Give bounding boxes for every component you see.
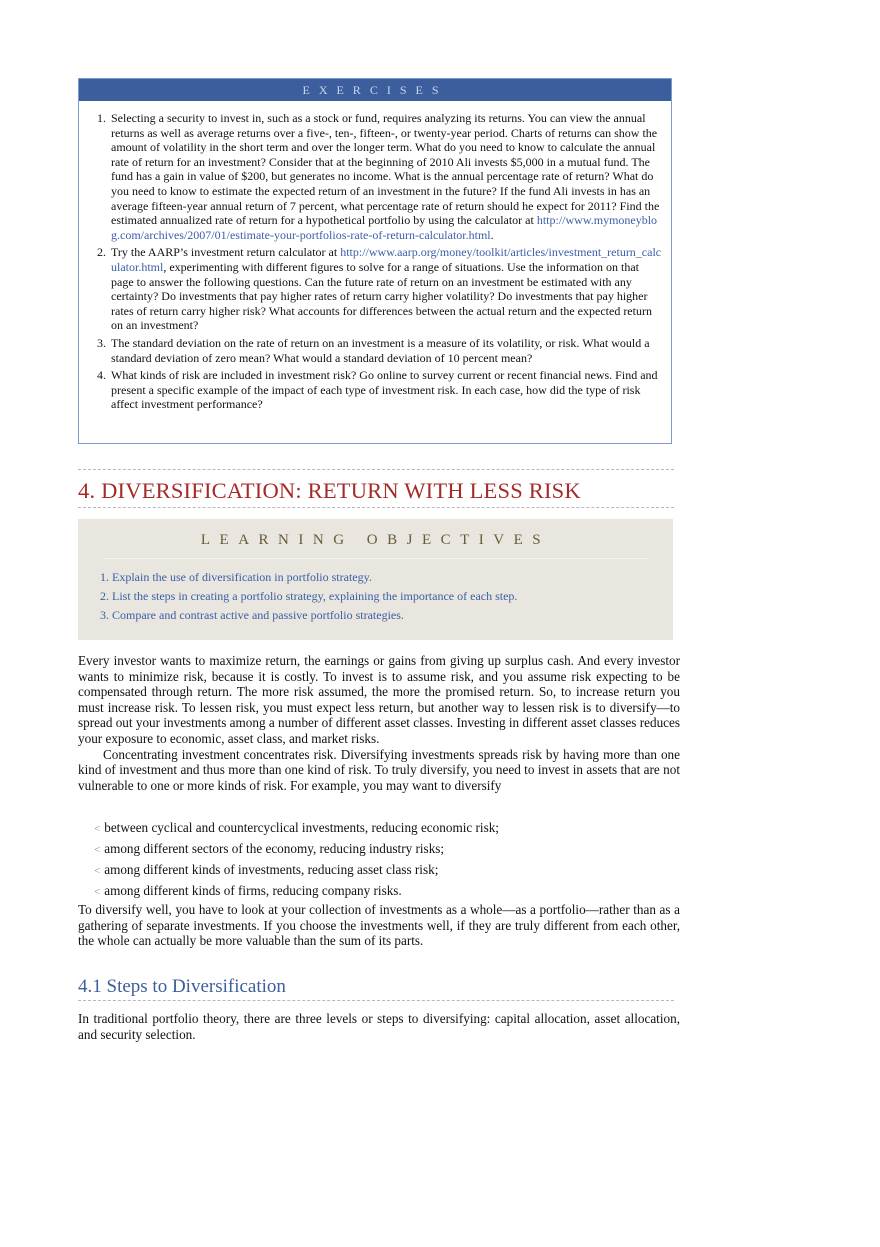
exercise-text: What kinds of risk are included in investment risk? Go online to survey current or recent financial news. Find and present a specific example of the impact of each type of investment risk. In each case, how did the type of risk affect investment performance? <box>111 368 658 412</box>
exercises-heading: EXERCISES <box>79 79 671 101</box>
learning-objectives-list <box>78 568 673 625</box>
exercise-number: 2. <box>97 245 106 260</box>
exercise-item: 1. Selecting a security to invest in, such as a stock or fund, requires analyzing its returns. You can view the annual returns as well as average returns over a five-, ten-, fifteen-, or twenty-year period. Charts of returns can show the amount of volatility in the short term and over the longer term. What do you need to know to calculate the annual rate of return for an investment? Consider that at the beginning of 2010 Ali invests $5,000 in a mutual fund. The fund has a gain in value of $200, but generates no income. What is the annual percentage rate of return? What do you need to know to estimate the expected return of an investment in the future? If the fund Ali invests in has an average fifteen-year annual return of 7 percent, what percentage rate of return should he expect for 2011? Find the estimated annualized rate of return for a hypothetical portfolio by using the calculator at http://www.mymoneyblog.com/archives/2007/01/estimate-your-portfolios-rate-of-return-calculator.html. <box>97 111 660 242</box>
paragraph: Concentrating investment concentrates risk. Diversifying investments spreads risk by having more than one kind of investment and thus more than one kind of risk. To truly diversify, you need to invest in assets that are not vulnerable to one or more kinds of risk. For example, you may want to diversify <box>78 746 680 793</box>
exercise-link[interactable]: http://www.mymoneyblog.com/archives/2007/01/estimate-your-portfolios-rate-of-return-calculator.html <box>111 213 658 242</box>
learning-objective-item: 1. Explain the use of diversification in portfolio strategy. <box>100 570 372 584</box>
subsection-rule <box>78 1000 674 1001</box>
bullet-list <box>94 818 499 902</box>
paragraph: In traditional portfolio theory, there are three levels or steps to diversifying: capital allocation, asset allocation, and security selection. <box>78 1011 680 1042</box>
learning-objective-item: 3. Compare and contrast active and passive portfolio strategies. <box>100 608 404 622</box>
bullet-marker: < <box>94 844 101 856</box>
list-item: < between cyclical and countercyclical investments, reducing economic risk; <box>94 820 499 835</box>
exercise-text: Try the AARP’s investment return calculator at <box>111 245 341 260</box>
list-item: < among different kinds of investments, reducing asset class risk; <box>94 862 439 877</box>
bullet-marker: < <box>94 886 101 898</box>
exercise-number: 1. <box>97 111 106 125</box>
list-item: < among different kinds of firms, reducing company risks. <box>94 883 402 898</box>
paragraph: To diversify well, you have to look at your collection of investments as a whole—as a portfolio—rather than as a gathering of separate investments. If you choose the investments well, if they are truly different from each other, the whole can actually be more valuable than the sum of its parts. <box>78 902 680 949</box>
bullet-marker: < <box>94 823 101 835</box>
exercises-list <box>79 111 671 412</box>
section-rule-top <box>78 469 674 470</box>
exercise-item: 2. Try the AARP’s investment return calculator at http://www.aarp.org/money/toolkit/articles/investment_return_calculator.html, experimenting with different figures to solve for a range of situations. Use the information on that page to answer the following questions. Can the future rate of return on an investment be estimated with any certainty? Do investments that pay higher rates of return carry higher volatility? Do investments that pay higher rates of return carry higher risk? What accounts for differences between the actual return and the expected return on an investment? <box>97 245 662 333</box>
section-title: 4. DIVERSIFICATION: RETURN WITH LESS RISK <box>78 478 581 503</box>
body-text <box>78 1011 680 1042</box>
section-rule-bottom <box>78 507 674 508</box>
subsection-title: 4.1 Steps to Diversification <box>78 976 286 997</box>
exercise-number: 4. <box>97 368 106 383</box>
exercise-link[interactable]: http://www.aarp.org/money/toolkit/articles/investment_return_calculator.html <box>111 245 662 274</box>
paragraph: Every investor wants to maximize return, the earnings or gains from giving up surplus cash. And every investor wants to minimize risk, because it is costly. To invest is to assume risk, and you assume risk expecting to be compensated through return. The more risk assumed, the more the promised return. So, to increase return you must increase risk. To lessen risk, you must expect less return, but another way to lessen risk is to diversify—to spread out your investments among a number of different asset classes. Investing in different asset classes reduces your exposure to economic, asset class, and market risks. <box>78 653 680 746</box>
exercise-text: The standard deviation on the rate of return on an investment is a measure of its volatility, or risk. What would a standard deviation of zero mean? What would a standard deviation of 10 percent mean? <box>111 335 650 365</box>
body-text <box>78 653 680 793</box>
bullet-marker: < <box>94 865 101 877</box>
exercise-item <box>97 368 663 412</box>
learning-objectives-heading: LEARNING OBJECTIVES <box>200 532 551 548</box>
exercises-box <box>78 78 672 444</box>
list-item: < among different sectors of the economy, reducing industry risks; <box>94 841 445 856</box>
learning-objectives-divider <box>104 558 647 559</box>
exercise-text: Selecting a security to invest in, such as a stock or fund, requires analyzing its returns. You can view the annual returns as well as average returns over a five-, ten-, fifteen-, or twenty-year period. Charts of returns can show the amount of volatility in the short term and over the longer term. What do you need to know to calculate the annual rate of return for an investment? Consider that at the beginning of 2010 Ali invests $5,000 in a mutual fund. The fund has a gain in value of $200, but generates no income. What is the annual percentage rate of return? What do you need to know to estimate the expected return of an investment in the future? If the fund Ali invests in has an average fifteen-year annual return of 7 percent, what percentage rate of return should he expect for 2011? Find the estimated annualized rate of return for a hypothetical portfolio by using the calculator at <box>111 111 660 228</box>
body-text <box>78 902 680 949</box>
learning-objectives-box <box>78 519 673 640</box>
exercise-item <box>97 336 663 365</box>
learning-objective-item: 2. List the steps in creating a portfolio strategy, explaining the importance of each step. <box>100 589 518 603</box>
exercise-number: 3. <box>97 335 106 350</box>
